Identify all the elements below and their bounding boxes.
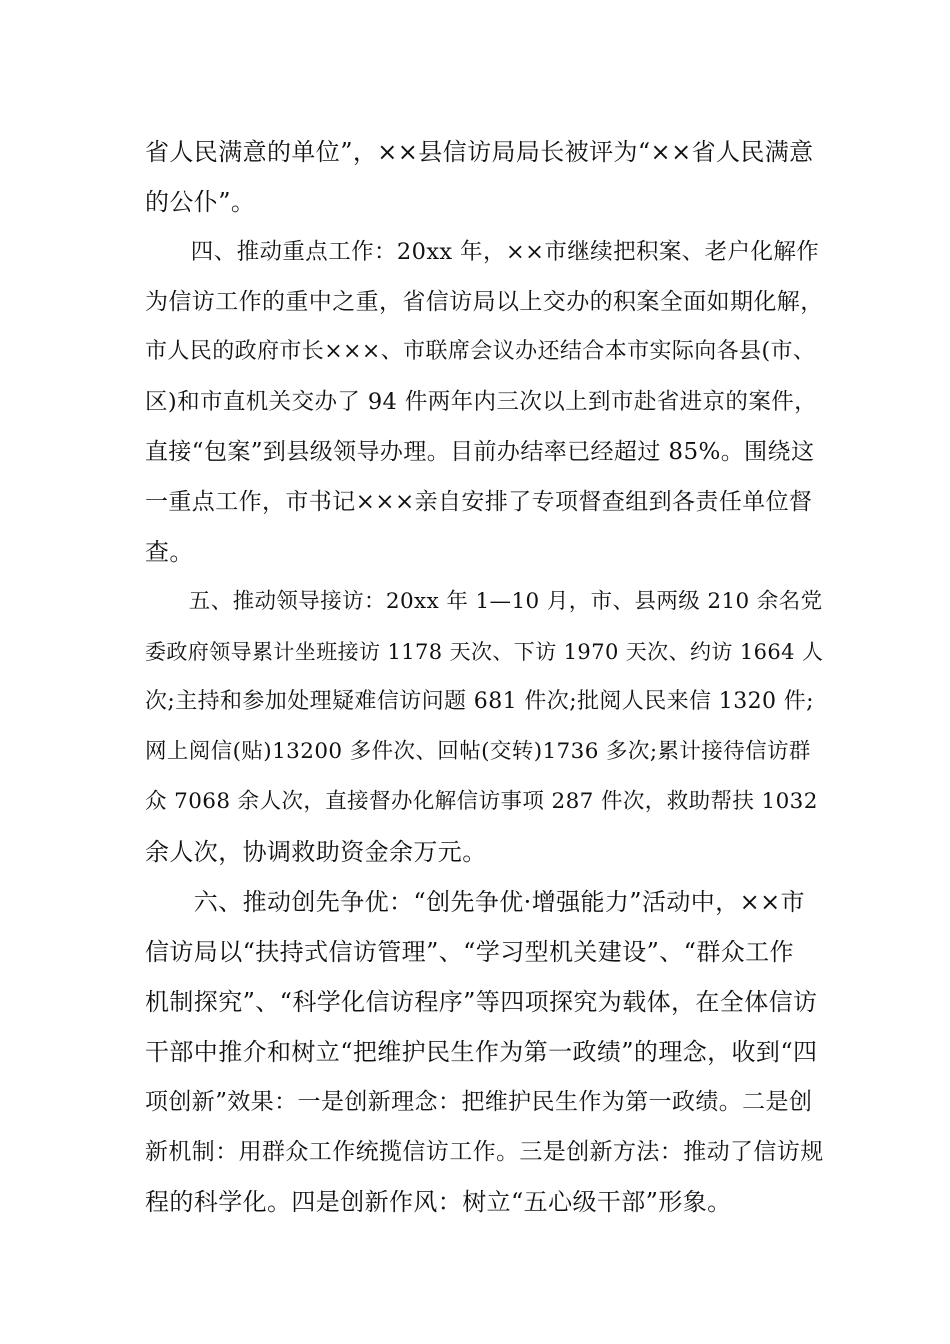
text-line: 六、推动创先争优：“创先争优·增强能力”活动中，××市 (145, 888, 805, 916)
text-line: 直接“包案”到县级领导办理。目前办结率已经超过 85%。围绕这 (145, 439, 815, 465)
text-line: 省人民满意的单位”，××县信访局局长被评为“××省人民满意 (145, 138, 814, 166)
text-line: 网上阅信(贴)13200 多件次、回帖(交转)1736 多次;累计接待信访群 (145, 739, 811, 764)
text-line: 余人次，协调救助资金余万元。 (145, 838, 487, 866)
text-line: 新机制：用群众工作统揽信访工作。三是创新方法：推动了信访规 (145, 1139, 824, 1165)
text-line: 一重点工作，市书记×××亲自安排了专项督查组到各责任单位督 (145, 489, 813, 515)
text-line: 区)和市直机关交办了 94 件两年内三次以上到市赴省进京的案件， (145, 389, 818, 415)
text-line: 项创新”效果：一是创新理念：把维护民生作为第一政绩。二是创 (145, 1089, 813, 1115)
text-line: 的公仆”。 (145, 188, 256, 216)
text-line: 五、推动领导接访：20xx 年 1—10 月，市、县两级 210 余名党 (145, 589, 823, 614)
text-line: 四、推动重点工作：20xx 年，××市继续把积案、老户化解作 (145, 239, 820, 265)
text-line: 为信访工作的重中之重，省信访局以上交办的积案全面如期化解， (145, 289, 824, 315)
text-line: 次;主持和参加处理疑难信访问题 681 件次;批阅人民来信 1320 件; (145, 689, 814, 714)
text-line: 市人民的政府市长×××、市联席会议办还结合本市实际向各县(市、 (145, 339, 816, 364)
text-line: 信访局以“扶持式信访管理”、“学习型机关建设”、“群众工作 (145, 938, 794, 966)
text-line: 干部中推介和树立“把维护民生作为第一政绩”的理念，收到“四 (145, 1038, 818, 1066)
text-line: 程的科学化。四是创新作风：树立“五心级干部”形象。 (145, 1188, 732, 1216)
text-line: 查。 (145, 538, 194, 566)
text-line: 委政府领导累计坐班接访 1178 天次、下访 1970 天次、约访 1664 人 (145, 640, 824, 664)
text-line: 机制探究”、“科学化信访程序”等四项探究为载体，在全体信访 (145, 988, 818, 1016)
text-line: 众 7068 余人次，直接督办化解信访事项 287 件次，救助帮扶 1032 (145, 789, 818, 814)
